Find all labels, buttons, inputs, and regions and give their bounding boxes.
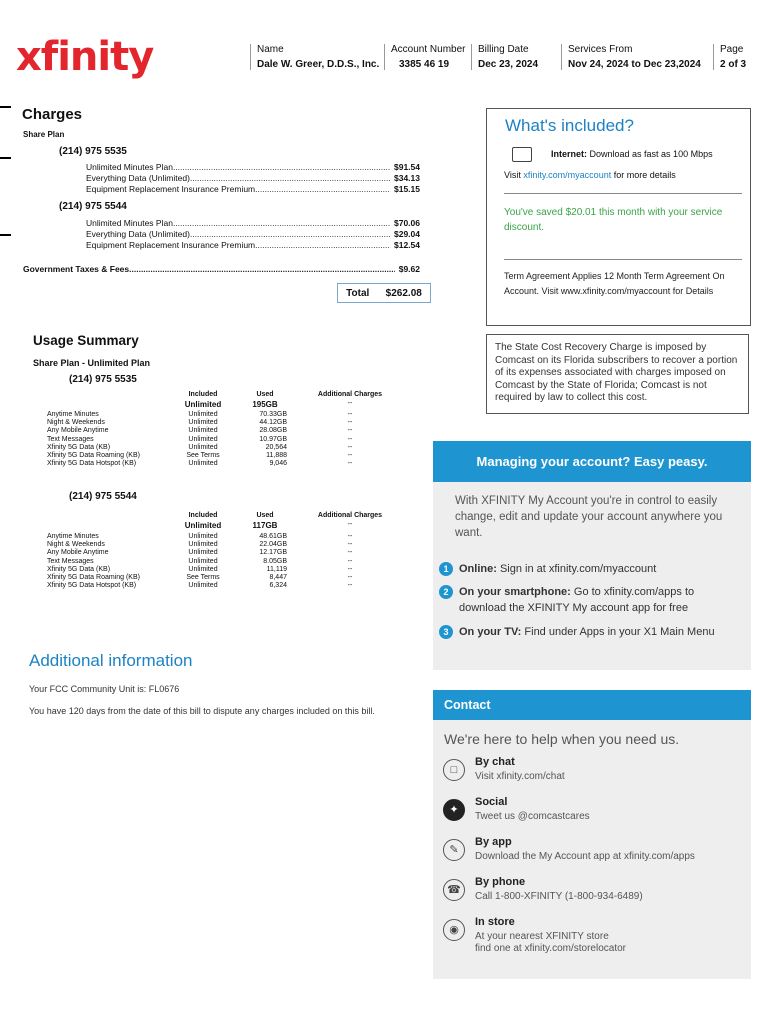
- billing-label: Billing Date: [478, 44, 529, 55]
- step-number: 1: [439, 562, 453, 576]
- charge-row: Everything Data (Unlimited) ..... $34.13: [86, 173, 420, 183]
- usage-cell-add: --: [347, 565, 353, 573]
- xfinity-logo: xfinity: [16, 34, 154, 80]
- charge-row: Unlimited Minutes Plan ..... $70.06: [86, 218, 420, 228]
- internet-speed: Internet: Download as fast as 100 Mbps: [551, 149, 713, 159]
- total-amount: $262.08: [385, 287, 422, 299]
- usage-cell-used: 11,888: [266, 452, 287, 459]
- contact-panel: [433, 690, 751, 979]
- usage-cell-used: 10.97GB: [259, 435, 287, 443]
- col-additional: Additional Charges: [317, 391, 383, 398]
- header-name: [250, 44, 389, 70]
- margin-tick: [0, 157, 11, 159]
- charge-row: Equipment Replacement Insurance Premium ..... $12.54: [86, 240, 420, 250]
- contact-desc: Call 1-800-XFINITY (1-800-934-6489): [475, 891, 643, 902]
- account-label: Account Number: [391, 44, 466, 55]
- usage-cell-label: Anytime Minutes: [47, 411, 99, 418]
- step-number: 2: [439, 585, 453, 599]
- usage-cell-included: Unlimited: [188, 460, 218, 468]
- header-billing: [471, 44, 560, 70]
- contact-name: By chat: [475, 756, 515, 768]
- billing-value: Dec 23, 2024: [478, 59, 539, 70]
- step-smartphone: 2 On your smartphone: Go to xfinity.com/apps to download the XFINITY My account app for free: [439, 584, 729, 616]
- contact-desc: Tweet us @comcastcares: [475, 811, 590, 822]
- usage-cell-included: Unlimited: [188, 533, 218, 540]
- page-value: 2 of 3: [720, 59, 747, 70]
- name-label: Name: [257, 44, 284, 55]
- usage-cell-label: Night & Weekends: [47, 419, 105, 427]
- usage-cell-included: Unlimited: [188, 565, 218, 573]
- usage-cell-used: 22.04GB: [259, 541, 287, 549]
- contact-phone[interactable]: [443, 876, 743, 910]
- usage-cell-label: Text Messages: [47, 557, 94, 565]
- col-included: Included: [188, 512, 218, 519]
- usage-cell-add: --: [347, 460, 353, 468]
- contact-social[interactable]: [443, 796, 743, 830]
- usage-cell-label: Any Mobile Anytime: [47, 549, 109, 557]
- managing-intro: With XFINITY My Account you're in control to easily change, edit and update your account anywhere you want.: [455, 495, 723, 539]
- usage-cell-included: Unlimited: [188, 435, 218, 443]
- step-number: 3: [439, 625, 453, 639]
- phone-icon: ☎: [443, 879, 465, 901]
- usage-cell-used: 44.12GB: [259, 419, 287, 427]
- margin-tick: [0, 234, 11, 236]
- used-total: 195GB: [252, 400, 278, 409]
- usage-cell-used: 11,119: [266, 565, 287, 573]
- usage-cell-label: Night & Weekends: [47, 541, 105, 549]
- contact-desc: Download the My Account app at xfinity.com/apps: [475, 851, 695, 862]
- charges-title: Charges: [22, 106, 83, 123]
- chat-icon: □: [443, 759, 465, 781]
- usage-phone: (214) 975 5535: [69, 374, 137, 385]
- header-services: [561, 44, 714, 70]
- usage-cell-included: Unlimited: [188, 557, 218, 565]
- usage-cell-label: Xfinity 5G Data Roaming (KB): [47, 574, 140, 581]
- usage-cell-used: 20,564: [265, 443, 287, 451]
- charge-phone: (214) 975 5544: [59, 201, 127, 212]
- contact-name: By app: [475, 836, 512, 848]
- additional-dash: --: [347, 521, 353, 528]
- used-total: 117GB: [252, 521, 278, 530]
- charge-row: Equipment Replacement Insurance Premium ..... $15.15: [86, 184, 420, 194]
- contact-desc: Visit xfinity.com/chat: [475, 771, 565, 782]
- tv-icon: [512, 147, 532, 162]
- contact-store[interactable]: [443, 916, 743, 960]
- usage-phone: (214) 975 5544: [69, 491, 137, 502]
- step-tv: 3 On your TV: Find under Apps in your X1 Main Menu: [439, 624, 749, 640]
- state-cost-notice: The State Cost Recovery Charge is imposed by Comcast on its Florida subscribers to recover a portion of its expenses associated with charges imposed on Comcast by the State of Florida; Comcast is not required by law to collect this cost.: [486, 334, 749, 414]
- usage-cell-add: --: [347, 549, 353, 557]
- term-agreement-text: Term Agreement Applies 12 Month Term Agreement On Account. Visit www.xfinity.com/myaccount for Details: [504, 271, 725, 296]
- usage-cell-used: 6,324: [269, 582, 287, 590]
- usage-cell-add: --: [347, 419, 353, 427]
- services-value: Nov 24, 2024 to Dec 23,2024: [568, 59, 701, 70]
- usage-cell-add: --: [347, 574, 353, 581]
- usage-cell-used: 48.61GB: [259, 533, 287, 540]
- myaccount-link[interactable]: xfinity.com/myaccount: [523, 170, 612, 180]
- contact-title: Contact: [433, 690, 751, 720]
- app-icon: ✎: [443, 839, 465, 861]
- contact-app[interactable]: [443, 836, 743, 870]
- usage-cell-label: Any Mobile Anytime: [47, 427, 109, 435]
- usage-cell-included: Unlimited: [188, 411, 218, 418]
- charge-row: Unlimited Minutes Plan ..... $91.54: [86, 162, 420, 172]
- usage-cell-used: 9,046: [269, 460, 287, 468]
- usage-cell-label: Xfinity 5G Data (KB): [47, 443, 111, 451]
- usage-cell-included: Unlimited: [188, 549, 218, 557]
- twitter-icon: ✦: [443, 799, 465, 821]
- usage-cell-add: --: [347, 443, 353, 451]
- step-online: 1 Online: Sign in at xfinity.com/myaccount: [439, 561, 749, 577]
- services-label: Services From: [568, 44, 633, 55]
- usage-cell-included: Unlimited: [188, 419, 218, 427]
- usage-cell-used: 8,447: [269, 574, 287, 581]
- usage-plan: Share Plan - Unlimited Plan: [33, 358, 151, 368]
- dispute-text: You have 120 days from the date of this bill to dispute any charges included on this bill.: [29, 706, 375, 716]
- government-fees-row: Government Taxes & Fees ..... $9.62: [23, 264, 420, 274]
- usage-cell-used: 8.05GB: [263, 557, 287, 565]
- location-icon: ◉: [443, 919, 465, 941]
- usage-cell-add: --: [347, 541, 353, 549]
- col-included: Included: [188, 391, 218, 398]
- usage-cell-label: Xfinity 5G Data Hotspot (KB): [47, 582, 137, 590]
- usage-cell-used: 12.17GB: [259, 549, 287, 557]
- header-account: [384, 44, 473, 70]
- contact-name: In store: [475, 916, 515, 928]
- total-label: Total: [346, 287, 370, 299]
- contact-name: By phone: [475, 876, 526, 888]
- divider: [504, 259, 742, 260]
- contact-chat[interactable]: [443, 756, 743, 790]
- usage-cell-add: --: [347, 557, 353, 565]
- fcc-unit: Your FCC Community Unit is: FL0676: [29, 684, 180, 694]
- usage-cell-included: See Terms: [186, 574, 220, 581]
- margin-tick: [0, 106, 11, 108]
- usage-cell-add: --: [347, 452, 353, 459]
- col-additional: Additional Charges: [317, 512, 383, 519]
- col-used: Used: [256, 512, 274, 519]
- usage-cell-included: Unlimited: [188, 582, 218, 590]
- additional-info-title: Additional information: [29, 651, 193, 670]
- contact-name: Social: [475, 796, 508, 808]
- usage-cell-add: --: [347, 411, 353, 418]
- usage-cell-used: 28.08GB: [259, 427, 287, 435]
- contact-desc: At your nearest XFINITY store find one at xfinity.com/storelocator: [475, 931, 626, 954]
- usage-cell-included: Unlimited: [188, 427, 218, 435]
- usage-cell-label: Xfinity 5G Data Roaming (KB): [47, 452, 140, 459]
- usage-cell-add: --: [347, 427, 353, 435]
- account-value: 3385 46 19: [399, 59, 450, 70]
- usage-cell-included: See Terms: [186, 452, 220, 459]
- divider: [504, 193, 742, 194]
- usage-cell-add: --: [347, 435, 353, 443]
- whats-included-box: [486, 108, 751, 326]
- usage-cell-label: Anytime Minutes: [47, 533, 99, 540]
- col-used: Used: [256, 391, 274, 398]
- managing-title: Managing your account? Easy peasy.: [433, 441, 751, 482]
- usage-cell-used: 70.33GB: [259, 411, 287, 418]
- usage-cell-label: Text Messages: [47, 435, 94, 443]
- included-total: Unlimited: [184, 400, 222, 409]
- usage-cell-add: --: [347, 533, 353, 540]
- charge-row: Everything Data (Unlimited) ..... $29.04: [86, 229, 420, 239]
- usage-title: Usage Summary: [33, 333, 139, 348]
- savings-text: You've saved $20.01 this month with your service discount.: [504, 207, 723, 233]
- usage-cell-included: Unlimited: [188, 541, 218, 549]
- page-label: Page: [720, 44, 744, 55]
- usage-cell-add: --: [347, 582, 353, 590]
- usage-cell-label: Xfinity 5G Data (KB): [47, 565, 111, 573]
- visit-text: Visit xfinity.com/myaccount for more details: [504, 170, 676, 180]
- header-page: [713, 44, 760, 70]
- included-total: Unlimited: [184, 521, 222, 530]
- usage-cell-included: Unlimited: [188, 443, 218, 451]
- included-title: What's included?: [505, 116, 634, 135]
- managing-account-panel: [433, 441, 751, 670]
- usage-cell-label: Xfinity 5G Data Hotspot (KB): [47, 460, 137, 468]
- charge-phone: (214) 975 5535: [59, 146, 127, 157]
- name-value: Dale W. Greer, D.D.S., Inc.: [257, 59, 380, 70]
- additional-dash: --: [347, 400, 353, 407]
- contact-help: We're here to help when you need us.: [444, 731, 680, 747]
- charges-plan: Share Plan: [23, 130, 65, 139]
- total-box: [337, 283, 431, 303]
